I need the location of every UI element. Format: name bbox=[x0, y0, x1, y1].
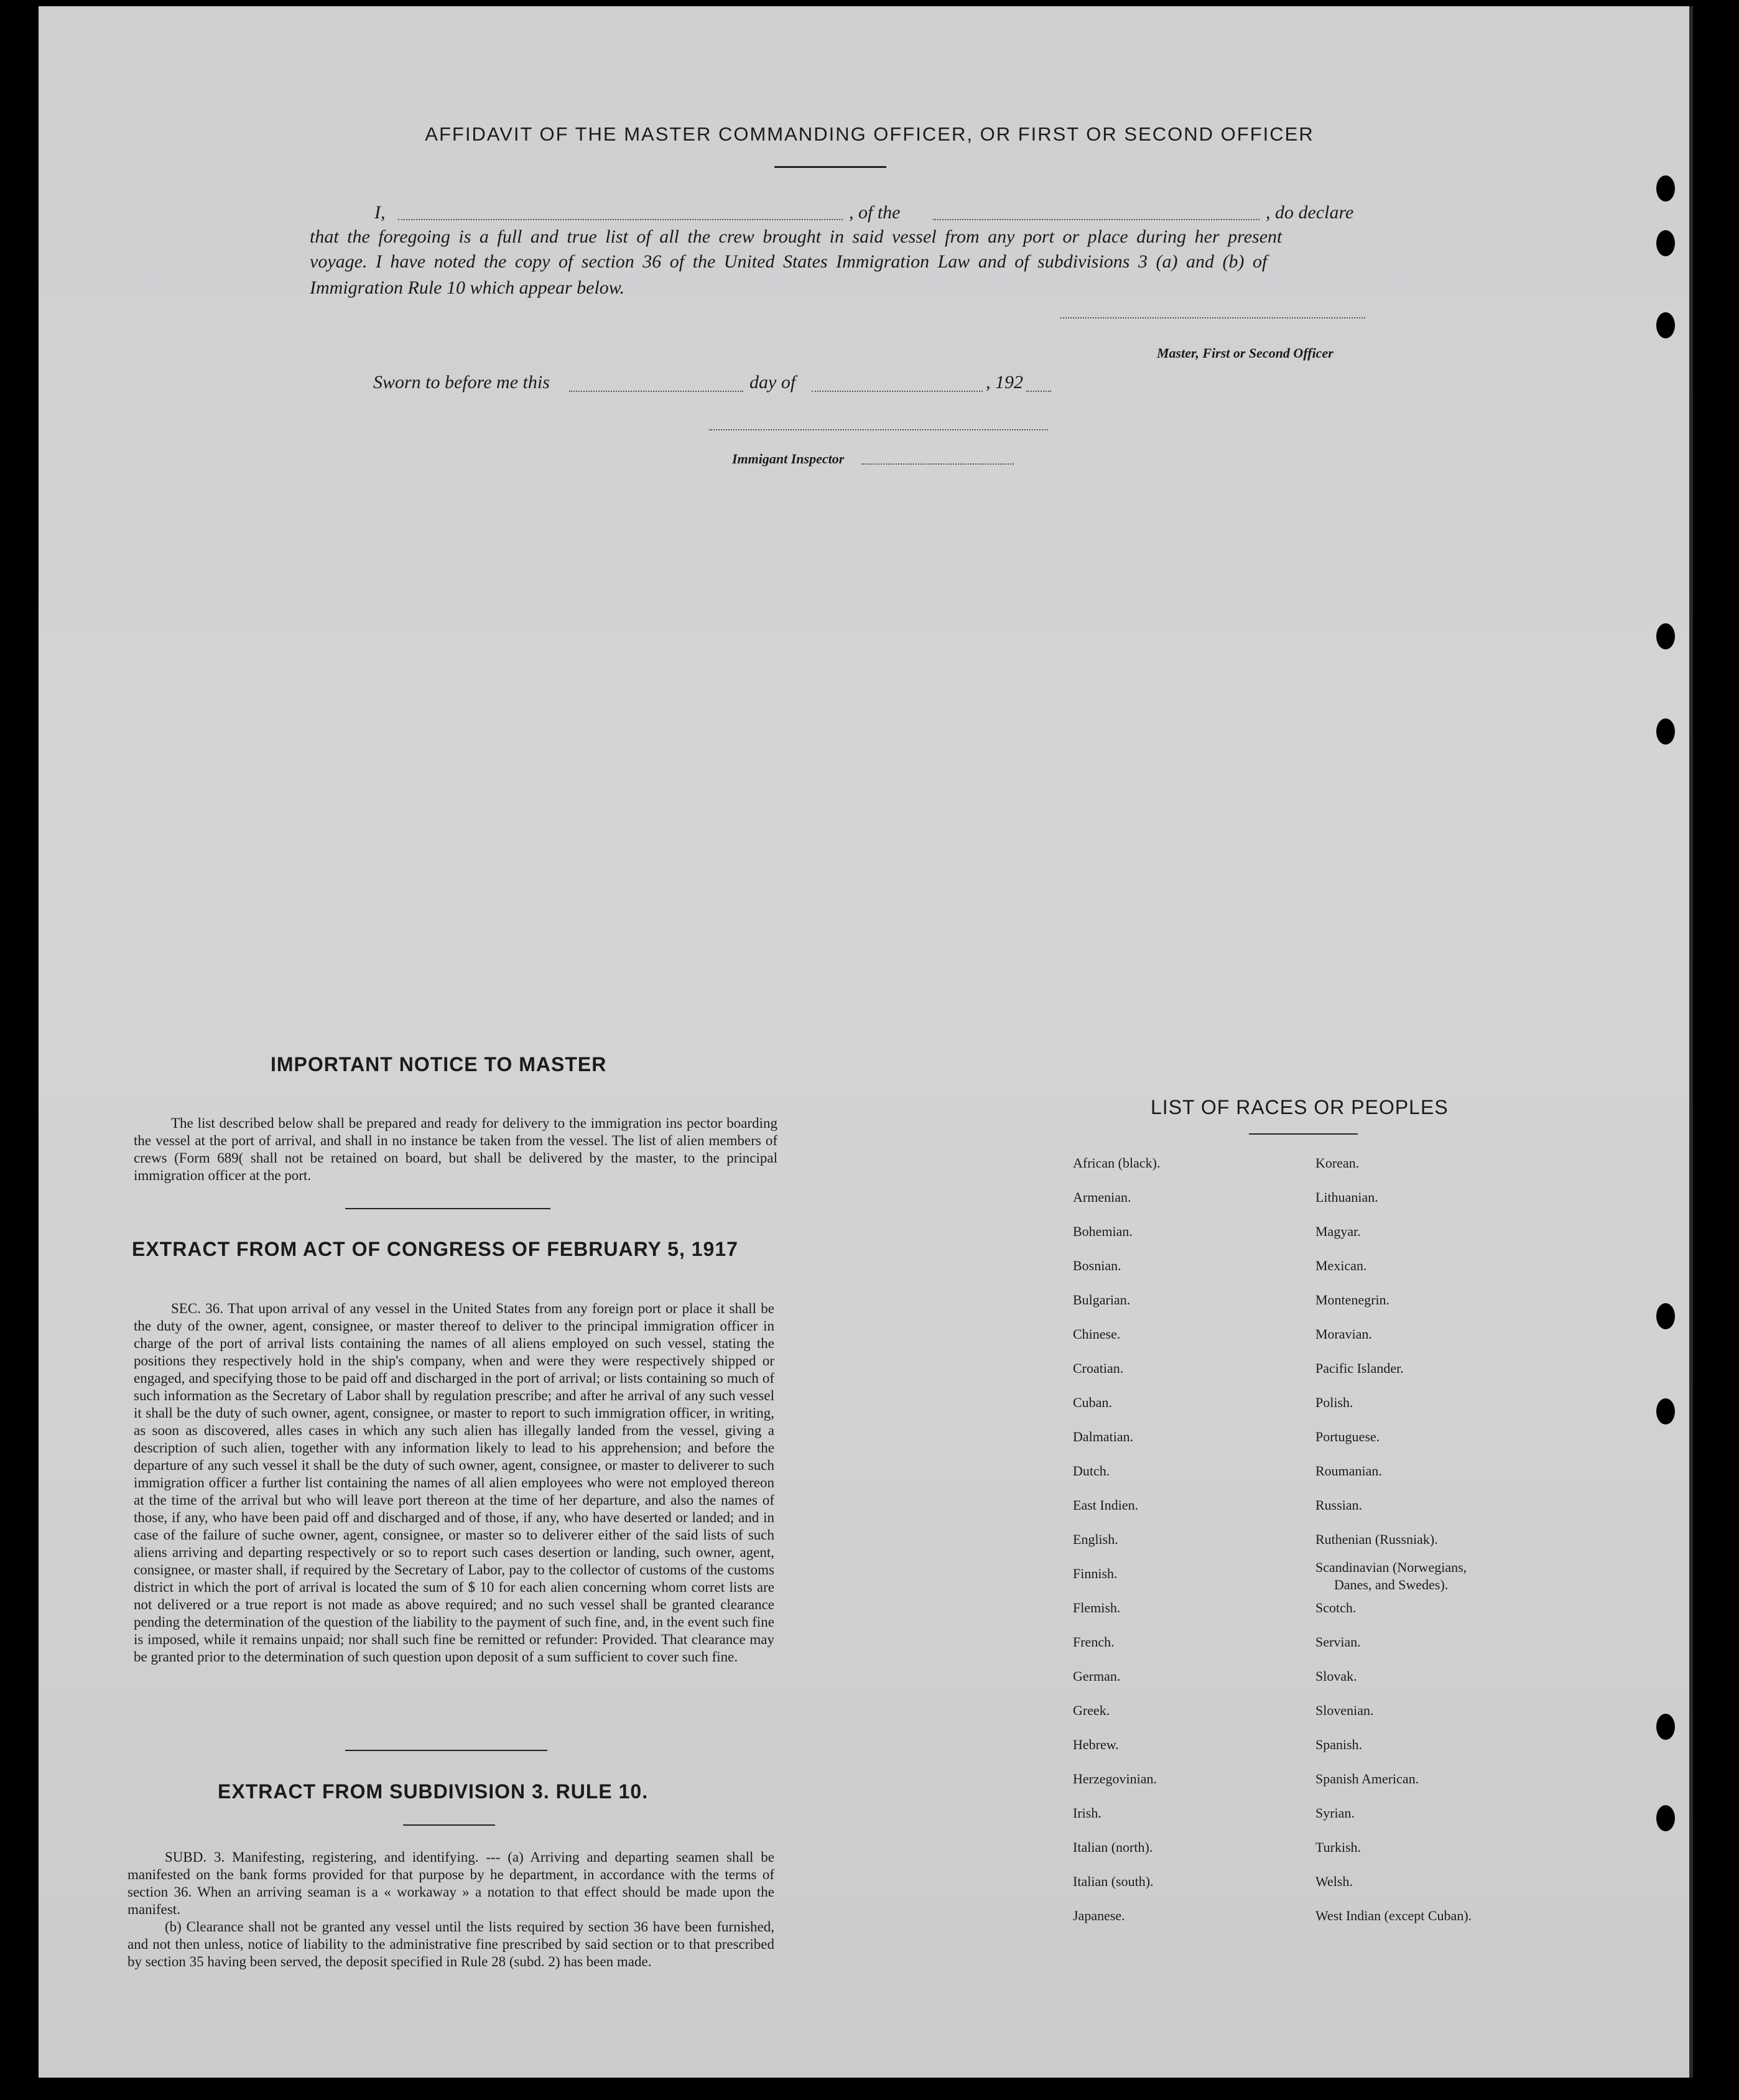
race-item: French. bbox=[1073, 1634, 1115, 1650]
binder-hole bbox=[1656, 230, 1675, 256]
notice-title: IMPORTANT NOTICE TO MASTER bbox=[271, 1053, 607, 1076]
sworn-prefix: Sworn to before me this bbox=[373, 372, 550, 393]
races-column-1 bbox=[1073, 1146, 1160, 1933]
signature-label: Master, First or Second Officer bbox=[1157, 345, 1333, 361]
race-item: Lithuanian. bbox=[1315, 1189, 1378, 1205]
race-item: German. bbox=[1073, 1668, 1121, 1684]
race-item: Cuban. bbox=[1073, 1395, 1112, 1410]
rule-rule bbox=[403, 1824, 495, 1826]
inspector-line bbox=[709, 429, 1048, 430]
race-item-line: Scandinavian (Norwegians, bbox=[1315, 1559, 1467, 1575]
race-item: Mexican. bbox=[1315, 1258, 1367, 1273]
affidavit-of-the: , of the bbox=[849, 202, 901, 223]
race-item: African (black). bbox=[1073, 1155, 1161, 1171]
race-item-multiline bbox=[1315, 1556, 1472, 1591]
race-item: East Indien. bbox=[1073, 1497, 1139, 1513]
rule-paragraph-b: (b) Clearance shall not be granted any vessel until the lists required by section 36 have been furnished, and not then unless, notice of liability to the administrative fine prescribed by said section or to that prescribed by section 35 having been served, the deposit specified in Rule 28 (subd. 2) has been made. bbox=[128, 1919, 774, 1969]
notice-paragraph: The list described below shall be prepared and ready for delivery to the immigration ins pector boarding the vessel at the port of arrival, and shall in no instance be taken from the vessel. The list of alien members of crews (Form 689( shall not be retained on board, but shall be delivered by the master, to the principal immigration officer at the port. bbox=[134, 1115, 777, 1183]
race-item: Portuguese. bbox=[1315, 1429, 1380, 1444]
races-title: LIST OF RACES OR PEOPLES bbox=[1151, 1096, 1449, 1118]
vessel-blank bbox=[933, 219, 1259, 220]
affidavit-declare: , do declare bbox=[1266, 202, 1354, 223]
affidavit-title: AFFIDAVIT OF THE MASTER COMMANDING OFFICER, OR FIRST OR SECOND OFFICER bbox=[425, 123, 1314, 145]
race-item: Herzegovinian. bbox=[1073, 1771, 1157, 1786]
binder-hole bbox=[1656, 1714, 1675, 1740]
race-item: Magyar. bbox=[1315, 1224, 1361, 1239]
race-item: Irish. bbox=[1073, 1805, 1101, 1821]
binder-hole bbox=[1656, 1805, 1675, 1831]
race-item: Ruthenian (Russniak). bbox=[1315, 1531, 1438, 1547]
race-item: Syrian. bbox=[1315, 1805, 1355, 1821]
sworn-month-blank bbox=[812, 391, 983, 392]
race-item: Montenegrin. bbox=[1315, 1292, 1390, 1308]
race-item: Servian. bbox=[1315, 1634, 1361, 1650]
race-item: Bosnian. bbox=[1073, 1258, 1121, 1273]
race-item: Pacific Islander. bbox=[1315, 1360, 1404, 1376]
rule-text bbox=[128, 1849, 774, 1971]
act-paragraph: SEC. 36. That upon arrival of any vessel in the United States from any foreign port or place it shall be the duty of the owner, agent, consignee, or master thereof to deliver to the principal immigration officer in charge of the port of arrival lists containing the names of all aliens employed on such vessel, stating the positions they respectively hold in the ship's company, when and were they were respectively shipped or engaged, and specifying those to be paid off and discharged in the port of arrival; or lists containing so much of such information as the Secretary of Labor shall by regulation prescribe; and after he arrival of any such vessel it shall be the duty of such owner, agent, consignee, or master to report to such immigration officer, in writing, as soon as discovered, alles cases in which any such alien has illegally landed from the vessel, giving a description of such alien, together with any information likely to lead to his apprehension; and before the departure of any such vessel it shall be the duty of such owner, agent, consignee, or master to deliverer to such immigration officer a further list containing the names of all alien employees who were not employed thereon at the time of the arrival but who will leave port thereon at the time of her departure, and also the names of those, if any, who have been paid off and discharged and of those, if any, who have deserted or landed; and in case of the failure of suche owner, agent, consignee, or master so to deliverer either of the said lists of such aliens arriving and departing respectively or so to report such cases desertion or landing, such owner, agent, consignee, or master shall, if required by the Secretary of Labor, pay to the collector of customs of the customs district in which the port of arrival is located the sum of $ 10 for each alien concerning whom corret lists are not delivered or a true report is not made as above required; and no such vessel shall be granted clearance pending the determination of the question of the liability to the payment of such fine, and, in the event such fine is imposed, while it remains unpaid; nor shall such fine be remitted or refunder: Provided. That clearance may be granted prior to the determination of such question upon deposit of a sum sufficient to cover such fine. bbox=[134, 1301, 774, 1665]
race-item: Dutch. bbox=[1073, 1463, 1110, 1479]
act-text bbox=[134, 1300, 774, 1666]
sworn-day-blank bbox=[569, 391, 743, 392]
binder-hole bbox=[1656, 718, 1675, 745]
rule-paragraph-a: SUBD. 3. Manifesting, registering, and identifying. --- (a) Arriving and departing seamen shall be manifested on the bank forms provided for that purpose by he department, in accordance with the terms of section 36. When an arriving seaman is a « workaway » a notation to that effect should be made upon the manifest. bbox=[128, 1849, 774, 1917]
race-item: Croatian. bbox=[1073, 1360, 1124, 1376]
race-item: Slovak. bbox=[1315, 1668, 1357, 1684]
race-item: Roumanian. bbox=[1315, 1463, 1382, 1479]
race-item: Turkish. bbox=[1315, 1839, 1361, 1855]
race-item: Italian (south). bbox=[1073, 1874, 1154, 1889]
race-item: West Indian (except Cuban). bbox=[1315, 1908, 1472, 1923]
year-blank bbox=[1026, 391, 1051, 392]
race-item: Chinese. bbox=[1073, 1326, 1121, 1342]
act-title: EXTRACT FROM ACT OF CONGRESS OF FEBRUARY 5, 1917 bbox=[132, 1238, 738, 1260]
race-item: Japanese. bbox=[1073, 1908, 1125, 1923]
race-item: Finnish. bbox=[1073, 1566, 1118, 1581]
binder-hole bbox=[1656, 1398, 1675, 1424]
title-rule bbox=[774, 166, 886, 168]
race-item: Slovenian. bbox=[1315, 1703, 1374, 1718]
race-item: Scotch. bbox=[1315, 1600, 1356, 1615]
race-item: Hebrew. bbox=[1073, 1737, 1119, 1752]
sworn-day-of: day of bbox=[749, 372, 796, 393]
race-item: Italian (north). bbox=[1073, 1839, 1153, 1855]
races-rule bbox=[1249, 1133, 1358, 1135]
signature-line bbox=[1060, 317, 1365, 318]
affidavit-line3: voyage. I have noted the copy of section 36 of the United States Immigration Law and of subdivisions 3 (a) and (b) of bbox=[310, 251, 1268, 272]
affidavit-i: I, bbox=[374, 202, 386, 223]
race-item: Dalmatian. bbox=[1073, 1429, 1134, 1444]
race-item: Korean. bbox=[1315, 1155, 1360, 1171]
race-item: Moravian. bbox=[1315, 1326, 1373, 1342]
binder-hole bbox=[1656, 1303, 1675, 1329]
race-item: Russian. bbox=[1315, 1497, 1363, 1513]
race-item: English. bbox=[1073, 1531, 1118, 1547]
race-item: Spanish. bbox=[1315, 1737, 1363, 1752]
binder-hole bbox=[1656, 623, 1675, 649]
race-item: Bulgarian. bbox=[1073, 1292, 1131, 1308]
race-item: Welsh. bbox=[1315, 1874, 1353, 1889]
notice-rule bbox=[345, 1208, 550, 1209]
race-item: Polish. bbox=[1315, 1395, 1353, 1410]
name-blank bbox=[398, 219, 843, 220]
race-item: Flemish. bbox=[1073, 1600, 1121, 1615]
binder-hole bbox=[1656, 312, 1675, 338]
races-column-2 bbox=[1315, 1146, 1472, 1933]
sworn-year: , 192 bbox=[986, 372, 1023, 393]
race-item: Spanish American. bbox=[1315, 1771, 1419, 1786]
race-item-line: Danes, and Swedes). bbox=[1334, 1577, 1449, 1592]
affidavit-line2: that the foregoing is a full and true list of all the crew brought in said vessel from any port or place during her present bbox=[310, 226, 1282, 247]
binder-hole bbox=[1656, 175, 1675, 202]
rule-title: EXTRACT FROM SUBDIVISION 3. RULE 10. bbox=[218, 1780, 649, 1803]
act-rule bbox=[345, 1750, 547, 1751]
inspector-label: Immigant Inspector bbox=[732, 451, 845, 467]
race-item: Greek. bbox=[1073, 1703, 1110, 1718]
inspector-line-2 bbox=[861, 463, 1014, 465]
race-item: Bohemian. bbox=[1073, 1224, 1133, 1239]
notice-text bbox=[134, 1115, 777, 1184]
affidavit-line4: Immigration Rule 10 which appear below. bbox=[310, 277, 625, 298]
race-item: Armenian. bbox=[1073, 1189, 1131, 1205]
